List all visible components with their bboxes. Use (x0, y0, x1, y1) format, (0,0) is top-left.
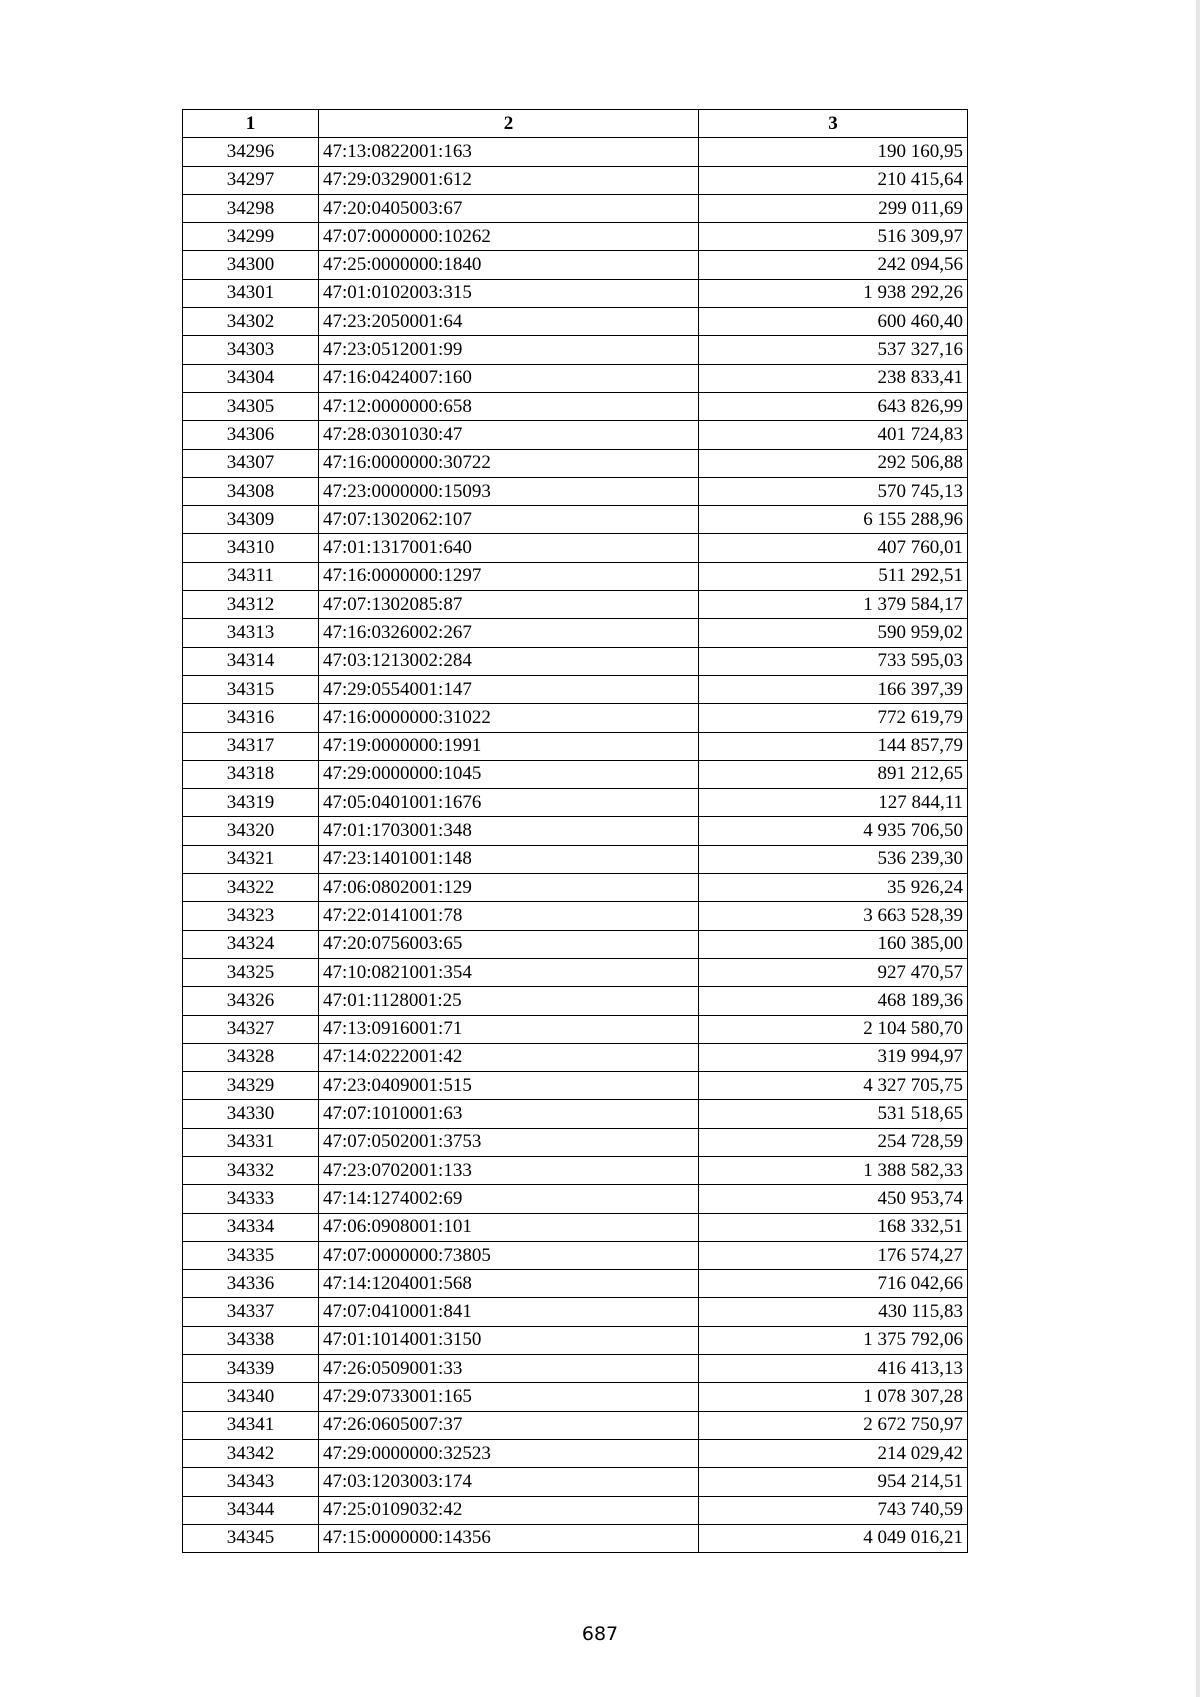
value-cell: 6 155 288,96 (699, 506, 968, 534)
value-cell: 536 239,30 (699, 845, 968, 873)
cadastral-number-cell: 47:29:0000000:1045 (319, 760, 699, 788)
row-number-cell: 34325 (183, 958, 319, 986)
table-row (183, 364, 968, 392)
row-number-cell: 34301 (183, 279, 319, 307)
row-number-cell: 34343 (183, 1468, 319, 1496)
cadastral-number-cell: 47:22:0141001:78 (319, 902, 699, 930)
value-cell: 210 415,64 (699, 166, 968, 194)
row-number-cell: 34304 (183, 364, 319, 392)
table-row (183, 1439, 968, 1467)
row-number-cell: 34345 (183, 1524, 319, 1552)
value-cell: 319 994,97 (699, 1043, 968, 1071)
cadastral-number-cell: 47:10:0821001:354 (319, 958, 699, 986)
value-cell: 401 724,83 (699, 421, 968, 449)
table-row (183, 562, 968, 590)
value-cell: 733 595,03 (699, 647, 968, 675)
value-cell: 35 926,24 (699, 874, 968, 902)
row-number-cell: 34309 (183, 506, 319, 534)
value-cell: 468 189,36 (699, 987, 968, 1015)
cadastral-number-cell: 47:13:0822001:163 (319, 138, 699, 166)
cadastral-number-cell: 47:03:1213002:284 (319, 647, 699, 675)
cadastral-number-cell: 47:29:0554001:147 (319, 675, 699, 703)
cadastral-number-cell: 47:23:0000000:15093 (319, 477, 699, 505)
value-cell: 1 078 307,28 (699, 1383, 968, 1411)
table-body (183, 138, 968, 1553)
row-number-cell: 34341 (183, 1411, 319, 1439)
row-number-cell: 34322 (183, 874, 319, 902)
table-row (183, 421, 968, 449)
value-cell: 144 857,79 (699, 732, 968, 760)
value-cell: 416 413,13 (699, 1355, 968, 1383)
value-cell: 590 959,02 (699, 619, 968, 647)
value-cell: 430 115,83 (699, 1298, 968, 1326)
cadastral-number-cell: 47:07:1302062:107 (319, 506, 699, 534)
value-cell: 1 388 582,33 (699, 1156, 968, 1184)
value-cell: 190 160,95 (699, 138, 968, 166)
value-cell: 4 935 706,50 (699, 817, 968, 845)
value-cell: 2 104 580,70 (699, 1015, 968, 1043)
table-row (183, 647, 968, 675)
cadastral-number-cell: 47:14:0222001:42 (319, 1043, 699, 1071)
value-cell: 927 470,57 (699, 958, 968, 986)
value-cell: 743 740,59 (699, 1496, 968, 1524)
row-number-cell: 34334 (183, 1213, 319, 1241)
value-cell: 166 397,39 (699, 675, 968, 703)
cadastral-number-cell: 47:26:0605007:37 (319, 1411, 699, 1439)
table-row (183, 817, 968, 845)
cadastral-number-cell: 47:07:1302085:87 (319, 591, 699, 619)
table-row (183, 958, 968, 986)
row-number-cell: 34330 (183, 1100, 319, 1128)
row-number-cell: 34297 (183, 166, 319, 194)
row-number-cell: 34329 (183, 1072, 319, 1100)
value-cell: 4 049 016,21 (699, 1524, 968, 1552)
cadastral-number-cell: 47:07:1010001:63 (319, 1100, 699, 1128)
cadastral-number-cell: 47:03:1203003:174 (319, 1468, 699, 1496)
cadastral-number-cell: 47:13:0916001:71 (319, 1015, 699, 1043)
cadastral-number-cell: 47:07:0000000:73805 (319, 1241, 699, 1269)
cadastral-number-cell: 47:28:0301030:47 (319, 421, 699, 449)
table-row (183, 1496, 968, 1524)
value-cell: 450 953,74 (699, 1185, 968, 1213)
row-number-cell: 34296 (183, 138, 319, 166)
cadastral-number-cell: 47:26:0509001:33 (319, 1355, 699, 1383)
row-number-cell: 34317 (183, 732, 319, 760)
cadastral-number-cell: 47:16:0000000:1297 (319, 562, 699, 590)
row-number-cell: 34333 (183, 1185, 319, 1213)
table-row (183, 449, 968, 477)
table-row (183, 251, 968, 279)
cadastral-number-cell: 47:23:0409001:515 (319, 1072, 699, 1100)
row-number-cell: 34327 (183, 1015, 319, 1043)
value-cell: 238 833,41 (699, 364, 968, 392)
value-cell: 4 327 705,75 (699, 1072, 968, 1100)
cadastral-number-cell: 47:07:0502001:3753 (319, 1128, 699, 1156)
value-cell: 242 094,56 (699, 251, 968, 279)
row-number-cell: 34303 (183, 336, 319, 364)
table-row (183, 732, 968, 760)
value-cell: 2 672 750,97 (699, 1411, 968, 1439)
table-row (183, 1185, 968, 1213)
table-row (183, 619, 968, 647)
table-row (183, 1015, 968, 1043)
column-header-1: 1 (183, 110, 319, 138)
value-cell: 168 332,51 (699, 1213, 968, 1241)
cadastral-number-cell: 47:29:0000000:32523 (319, 1439, 699, 1467)
value-cell: 531 518,65 (699, 1100, 968, 1128)
table-row (183, 845, 968, 873)
value-cell: 1 938 292,26 (699, 279, 968, 307)
row-number-cell: 34337 (183, 1298, 319, 1326)
cadastral-number-cell: 47:23:1401001:148 (319, 845, 699, 873)
column-header-2: 2 (319, 110, 699, 138)
cadastral-number-cell: 47:29:0329001:612 (319, 166, 699, 194)
value-cell: 1 375 792,06 (699, 1326, 968, 1354)
row-number-cell: 34310 (183, 534, 319, 562)
column-header-3: 3 (699, 110, 968, 138)
value-cell: 176 574,27 (699, 1241, 968, 1269)
table-row (183, 1524, 968, 1552)
row-number-cell: 34326 (183, 987, 319, 1015)
table-row (183, 1128, 968, 1156)
table-row (183, 1468, 968, 1496)
header-row (183, 110, 968, 138)
cadastral-number-cell: 47:23:2050001:64 (319, 308, 699, 336)
row-number-cell: 34318 (183, 760, 319, 788)
row-number-cell: 34328 (183, 1043, 319, 1071)
value-cell: 407 760,01 (699, 534, 968, 562)
cadastral-number-cell: 47:06:0802001:129 (319, 874, 699, 902)
row-number-cell: 34323 (183, 902, 319, 930)
row-number-cell: 34300 (183, 251, 319, 279)
cadastral-number-cell: 47:07:0000000:10262 (319, 223, 699, 251)
row-number-cell: 34344 (183, 1496, 319, 1524)
table-row (183, 1326, 968, 1354)
row-number-cell: 34320 (183, 817, 319, 845)
value-cell: 214 029,42 (699, 1439, 968, 1467)
cadastral-number-cell: 47:25:0109032:42 (319, 1496, 699, 1524)
cadastral-number-cell: 47:23:0512001:99 (319, 336, 699, 364)
cadastral-number-cell: 47:20:0405003:67 (319, 194, 699, 222)
table-row (183, 789, 968, 817)
row-number-cell: 34331 (183, 1128, 319, 1156)
row-number-cell: 34342 (183, 1439, 319, 1467)
table-row (183, 987, 968, 1015)
row-number-cell: 34338 (183, 1326, 319, 1354)
row-number-cell: 34332 (183, 1156, 319, 1184)
value-cell: 600 460,40 (699, 308, 968, 336)
row-number-cell: 34335 (183, 1241, 319, 1269)
value-cell: 511 292,51 (699, 562, 968, 590)
cadastral-number-cell: 47:01:1128001:25 (319, 987, 699, 1015)
value-cell: 127 844,11 (699, 789, 968, 817)
row-number-cell: 34324 (183, 930, 319, 958)
page-edge-strip (1196, 0, 1200, 1697)
value-cell: 643 826,99 (699, 392, 968, 420)
row-number-cell: 34321 (183, 845, 319, 873)
table-row (183, 336, 968, 364)
cadastral-number-cell: 47:16:0000000:31022 (319, 704, 699, 732)
table-row (183, 223, 968, 251)
table-row (183, 1100, 968, 1128)
row-number-cell: 34340 (183, 1383, 319, 1411)
table-row (183, 704, 968, 732)
value-cell: 299 011,69 (699, 194, 968, 222)
row-number-cell: 34306 (183, 421, 319, 449)
value-cell: 160 385,00 (699, 930, 968, 958)
value-cell: 716 042,66 (699, 1270, 968, 1298)
row-number-cell: 34307 (183, 449, 319, 477)
table-row (183, 194, 968, 222)
row-number-cell: 34298 (183, 194, 319, 222)
row-number-cell: 34315 (183, 675, 319, 703)
row-number-cell: 34316 (183, 704, 319, 732)
row-number-cell: 34319 (183, 789, 319, 817)
table-row (183, 392, 968, 420)
cadastral-value-table (182, 109, 968, 1553)
row-number-cell: 34339 (183, 1355, 319, 1383)
value-cell: 292 506,88 (699, 449, 968, 477)
table-row (183, 930, 968, 958)
value-cell: 891 212,65 (699, 760, 968, 788)
row-number-cell: 34308 (183, 477, 319, 505)
table-header (183, 110, 968, 138)
value-cell: 772 619,79 (699, 704, 968, 732)
table-row (183, 166, 968, 194)
table-row (183, 1043, 968, 1071)
cadastral-number-cell: 47:16:0326002:267 (319, 619, 699, 647)
row-number-cell: 34313 (183, 619, 319, 647)
row-number-cell: 34336 (183, 1270, 319, 1298)
table-row (183, 902, 968, 930)
row-number-cell: 34302 (183, 308, 319, 336)
cadastral-number-cell: 47:15:0000000:14356 (319, 1524, 699, 1552)
cadastral-number-cell: 47:06:0908001:101 (319, 1213, 699, 1241)
table-row (183, 1241, 968, 1269)
table-row (183, 1156, 968, 1184)
cadastral-number-cell: 47:16:0000000:30722 (319, 449, 699, 477)
cadastral-number-cell: 47:01:1014001:3150 (319, 1326, 699, 1354)
value-cell: 3 663 528,39 (699, 902, 968, 930)
cadastral-number-cell: 47:29:0733001:165 (319, 1383, 699, 1411)
table-row (183, 506, 968, 534)
value-cell: 516 309,97 (699, 223, 968, 251)
cadastral-number-cell: 47:16:0424007:160 (319, 364, 699, 392)
row-number-cell: 34299 (183, 223, 319, 251)
table-row (183, 675, 968, 703)
row-number-cell: 34312 (183, 591, 319, 619)
value-cell: 1 379 584,17 (699, 591, 968, 619)
cadastral-number-cell: 47:07:0410001:841 (319, 1298, 699, 1326)
cadastral-number-cell: 47:23:0702001:133 (319, 1156, 699, 1184)
row-number-cell: 34305 (183, 392, 319, 420)
table-row (183, 760, 968, 788)
row-number-cell: 34314 (183, 647, 319, 675)
table-row (183, 1298, 968, 1326)
value-cell: 537 327,16 (699, 336, 968, 364)
table-row (183, 138, 968, 166)
table-row (183, 477, 968, 505)
table-row (183, 279, 968, 307)
cadastral-number-cell: 47:14:1274002:69 (319, 1185, 699, 1213)
cadastral-number-cell: 47:20:0756003:65 (319, 930, 699, 958)
value-cell: 954 214,51 (699, 1468, 968, 1496)
cadastral-number-cell: 47:19:0000000:1991 (319, 732, 699, 760)
table-row (183, 1270, 968, 1298)
table-row (183, 1383, 968, 1411)
value-cell: 254 728,59 (699, 1128, 968, 1156)
table-row (183, 591, 968, 619)
cadastral-number-cell: 47:01:1317001:640 (319, 534, 699, 562)
page-number: 687 (581, 1623, 619, 1645)
table-row (183, 1072, 968, 1100)
row-number-cell: 34311 (183, 562, 319, 590)
cadastral-number-cell: 47:01:0102003:315 (319, 279, 699, 307)
table-row (183, 874, 968, 902)
table-row (183, 1355, 968, 1383)
cadastral-number-cell: 47:25:0000000:1840 (319, 251, 699, 279)
table-row (183, 308, 968, 336)
cadastral-number-cell: 47:05:0401001:1676 (319, 789, 699, 817)
table-row (183, 1213, 968, 1241)
cadastral-number-cell: 47:14:1204001:568 (319, 1270, 699, 1298)
table-row (183, 534, 968, 562)
cadastral-number-cell: 47:01:1703001:348 (319, 817, 699, 845)
cadastral-number-cell: 47:12:0000000:658 (319, 392, 699, 420)
table-row (183, 1411, 968, 1439)
value-cell: 570 745,13 (699, 477, 968, 505)
